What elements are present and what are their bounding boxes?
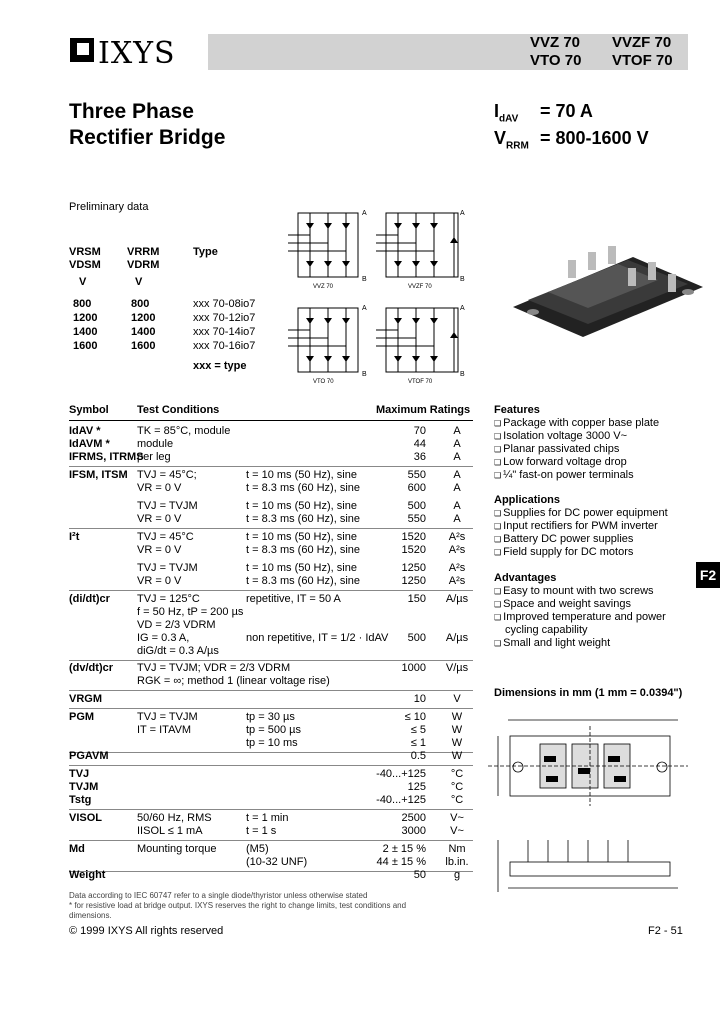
value-cell: ≤ 5 <box>410 724 426 736</box>
part-number: VTOF 70 <box>612 52 673 69</box>
part-number: VTO 70 <box>530 52 582 69</box>
unit-cell: A/µs <box>445 632 469 644</box>
features-item: ❑ Low forward voltage drop <box>494 456 627 468</box>
logo-text: IXYS <box>98 36 176 71</box>
value-cell: 2500 <box>401 812 426 824</box>
logo-mark-icon <box>70 38 94 62</box>
condition-cell: TVJ = TVJM <box>137 711 198 723</box>
value-cell: 125 <box>407 781 426 793</box>
table-row <box>0 469 461 482</box>
value-cell: 550 <box>407 469 426 481</box>
symbol-cell: VISOL <box>69 812 103 824</box>
value-cell: 44 ± 15 % <box>376 856 426 868</box>
condition-detail-cell: t = 8.3 ms (60 Hz), sine <box>246 544 361 556</box>
page-number: F2 - 51 <box>648 925 683 937</box>
value-cell: -40...+125 <box>376 768 426 780</box>
value-cell: 550 <box>407 513 426 525</box>
type-cell: xxx 70-14io7 <box>193 326 256 338</box>
condition-cell: VR = 0 V <box>137 544 182 556</box>
condition-cell: diG/dt = 0.3 A/µs <box>137 645 219 657</box>
unit-cell: V~ <box>450 812 464 824</box>
circuit-diagram-vto70 <box>280 300 380 385</box>
symbol-cell: PGAVM <box>69 750 109 762</box>
unit-cell: W <box>451 711 463 723</box>
table-notes: Data according to IEC 60747 refer to a single diode/thyristor unless otherwise stated * for resistive load at bridge output. IXYS reserves the right to change limits, test conditions and dimensions. <box>69 891 407 920</box>
col-header-conditions: Test Conditions <box>137 404 220 416</box>
advantages-item: ❑ Improved temperature and power <box>494 611 666 623</box>
value-cell: 3000 <box>401 825 426 837</box>
svg-text:A: A <box>460 210 465 217</box>
unit-cell: A²s <box>448 531 466 543</box>
table-row <box>0 482 461 495</box>
circuit-diagram-vvz70 <box>280 205 380 290</box>
svg-text:A: A <box>460 305 465 312</box>
unit-cell: A²s <box>448 544 466 556</box>
voltage-cell: 1400 <box>73 326 98 338</box>
unit-cell: A/µs <box>445 593 469 605</box>
symbol-cell: IdAVM * <box>69 438 110 450</box>
voltage-cell: 1600 <box>73 340 98 352</box>
table-row <box>0 825 464 838</box>
condition-cell: TVJ = 45°C; <box>137 469 197 481</box>
circuit-caption: VVZF 70 <box>408 284 432 290</box>
table-row <box>0 606 430 619</box>
advantages-item: ❑ Easy to mount with two screws <box>494 585 654 597</box>
unit-cell: A <box>453 469 461 481</box>
features-item: ❑ ¼" fast-on power terminals <box>494 469 634 481</box>
value-cell: 0.5 <box>410 750 426 762</box>
symbol-cell: Weight <box>69 869 106 881</box>
advantages-item-continuation: cycling capability <box>505 624 588 636</box>
condition-detail-cell: t = 10 ms (50 Hz), sine <box>246 531 357 543</box>
svg-text:B: B <box>362 371 367 378</box>
circuit-diagram-vtof70 <box>368 300 468 385</box>
condition-cell: Mounting torque <box>137 843 217 855</box>
symbol-cell: IFRMS, ITRMS <box>69 451 144 463</box>
value-cell: 10 <box>413 693 426 705</box>
value-cell: 44 <box>413 438 426 450</box>
symbol-cell: (dv/dt)cr <box>69 662 113 674</box>
terminal-label: B <box>362 276 367 283</box>
svg-text:B: B <box>460 371 465 378</box>
condition-cell: IG = 0.3 A, <box>137 632 190 644</box>
condition-cell: VR = 0 V <box>137 482 182 494</box>
unit-cell: V <box>453 693 461 705</box>
condition-detail-cell: t = 1 min <box>246 812 289 824</box>
condition-cell: TVJ = 45°C <box>137 531 194 543</box>
applications-item: ❑ Input rectifiers for PWM inverter <box>494 520 658 532</box>
table-row <box>0 869 461 882</box>
value-cell: 1000 <box>401 662 426 674</box>
value-cell: 2 ± 15 % <box>382 843 426 855</box>
condition-cell: RGK = ∞; method 1 (linear voltage rise) <box>137 675 330 687</box>
unit-cell: W <box>451 724 463 736</box>
table-row <box>0 856 469 869</box>
unit-cell: A²s <box>448 575 466 587</box>
features-item: ❑ Isolation voltage 3000 V~ <box>494 430 627 442</box>
unit-cell: W <box>451 737 463 749</box>
type-table: VRSM VRRM Type VDSM VDRM V V 800 800 xxx 70-08io7 1200 1200 xxx 70-12io7 1400 1400 xxx 70-14io7 1600 1600 xxx 70-16io7 xxx = type <box>69 246 256 372</box>
condition-cell: module <box>137 438 174 450</box>
type-cell: xxx 70-16io7 <box>193 340 256 352</box>
condition-cell: TVJ = 125°C <box>137 593 200 605</box>
table-row <box>0 500 461 513</box>
voltage-cell: 1200 <box>73 312 98 324</box>
table-row <box>0 675 430 688</box>
circuit-caption: VTO 70 <box>313 379 334 385</box>
value-cell: ≤ 1 <box>410 737 426 749</box>
condition-cell: IT = ITAVM <box>137 724 192 736</box>
unit-cell: °C <box>450 781 464 793</box>
condition-detail-cell: (10-32 UNF) <box>246 856 308 868</box>
condition-detail-cell: t = 10 ms (50 Hz), sine <box>246 469 357 481</box>
condition-detail-cell: tp = 30 µs <box>246 711 295 723</box>
unit-cell: Nm <box>448 843 466 855</box>
symbol-cell: Tstg <box>69 794 92 806</box>
section-tab: F2 <box>696 562 720 588</box>
rating-idav: $I_{dAV}$ = 70 A <box>494 101 593 125</box>
condition-detail-cell: tp = 10 ms <box>246 737 298 749</box>
value-cell: -40...+125 <box>376 794 426 806</box>
voltage-cell: 800 <box>131 298 150 310</box>
condition-detail-cell: non repetitive, IT = 1/2 · IdAV <box>246 632 389 644</box>
table-row <box>0 724 463 737</box>
module-photo <box>508 232 708 342</box>
voltage-cell: 1200 <box>131 312 156 324</box>
unit-cell: °C <box>450 794 464 806</box>
condition-cell: f = 50 Hz, tP = 200 µs <box>137 606 244 618</box>
condition-cell: TVJ = TVJM <box>137 500 198 512</box>
value-cell: 1250 <box>401 575 426 587</box>
voltage-cell: 1600 <box>131 340 156 352</box>
table-row <box>0 693 461 706</box>
condition-detail-cell: t = 10 ms (50 Hz), sine <box>246 562 357 574</box>
condition-detail-cell: t = 8.3 ms (60 Hz), sine <box>246 575 361 587</box>
condition-cell: TVJ = TVJM <box>137 562 198 574</box>
features-item: ❑ Package with copper base plate <box>494 417 659 429</box>
unit-cell: A <box>453 500 461 512</box>
terminal-label: A <box>362 210 367 217</box>
voltage-cell: 1400 <box>131 326 156 338</box>
condition-detail-cell: t = 1 s <box>246 825 277 837</box>
value-cell: 600 <box>407 482 426 494</box>
unit-cell: A <box>453 482 461 494</box>
condition-detail-cell: (M5) <box>246 843 269 855</box>
circuit-caption: VTOF 70 <box>408 379 433 385</box>
advantages-item: ❑ Space and weight savings <box>494 598 631 610</box>
table-row <box>0 737 463 750</box>
table-row <box>0 425 461 438</box>
condition-detail-cell: t = 8.3 ms (60 Hz), sine <box>246 513 361 525</box>
circuit-diagram-vvzf70 <box>368 205 468 290</box>
condition-cell: VR = 0 V <box>137 575 182 587</box>
symbol-cell: TVJM <box>69 781 99 793</box>
condition-cell: VD = 2/3 VDRM <box>137 619 216 631</box>
table-row <box>0 781 464 794</box>
unit-cell: A²s <box>448 562 466 574</box>
col-header-symbol: Symbol <box>69 404 109 416</box>
condition-cell: IISOL ≤ 1 mA <box>137 825 203 837</box>
svg-text:A: A <box>362 305 367 312</box>
value-cell: 150 <box>407 593 426 605</box>
table-row <box>0 593 469 606</box>
advantages-item: ❑ Small and light weight <box>494 637 610 649</box>
table-row <box>0 513 461 526</box>
table-row <box>0 575 466 588</box>
condition-cell: 50/60 Hz, RMS <box>137 812 212 824</box>
symbol-cell: PGM <box>69 711 95 723</box>
table-row <box>0 768 464 781</box>
circuit-caption: VVZ 70 <box>313 284 334 290</box>
table-row <box>0 662 469 675</box>
applications-item: ❑ Field supply for DC motors <box>494 546 633 558</box>
value-cell: 500 <box>407 632 426 644</box>
condition-detail-cell: tp = 500 µs <box>246 724 301 736</box>
unit-cell: A <box>453 438 461 450</box>
part-number: VVZ 70 <box>530 34 581 51</box>
features-heading: Features <box>494 404 540 416</box>
value-cell: 1250 <box>401 562 426 574</box>
table-row <box>0 562 466 575</box>
title-line: Three Phase <box>69 100 194 123</box>
condition-cell: per leg <box>137 451 171 463</box>
value-cell: 1520 <box>401 531 426 543</box>
features-item: ❑ Planar passivated chips <box>494 443 619 455</box>
value-cell: 1520 <box>401 544 426 556</box>
symbol-cell: TVJ <box>69 768 90 780</box>
symbol-cell: IdAV * <box>69 425 101 437</box>
page-title <box>69 99 225 151</box>
dimension-drawing <box>488 712 688 897</box>
type-cell: xxx 70-12io7 <box>193 312 256 324</box>
unit-cell: A <box>453 513 461 525</box>
table-row <box>0 645 430 658</box>
rating-vrrm: $V_{RRM}$ = 800-1600 V <box>494 128 649 152</box>
unit-cell: g <box>453 869 461 881</box>
condition-cell: TVJ = TVJM; VDR = 2/3 VDRM <box>137 662 291 674</box>
advantages-heading: Advantages <box>494 572 557 584</box>
table-row <box>0 750 463 763</box>
value-cell: 36 <box>413 451 426 463</box>
symbol-cell: (di/dt)cr <box>69 593 110 605</box>
unit-cell: A <box>453 451 461 463</box>
value-cell: 500 <box>407 500 426 512</box>
table-row <box>0 531 466 544</box>
col-header-ratings: Maximum Ratings <box>376 404 471 416</box>
condition-detail-cell: t = 10 ms (50 Hz), sine <box>246 500 357 512</box>
symbol-cell: Md <box>69 843 85 855</box>
table-row <box>0 632 469 645</box>
unit-cell: °C <box>450 768 464 780</box>
value-cell: 70 <box>413 425 426 437</box>
applications-item: ❑ Battery DC power supplies <box>494 533 633 545</box>
table-row <box>0 794 464 807</box>
dimensions-heading: Dimensions in mm (1 mm = 0.0394") <box>494 687 683 699</box>
unit-cell: V~ <box>450 825 464 837</box>
condition-cell: TK = 85°C, module <box>137 425 231 437</box>
svg-text:B: B <box>460 276 465 283</box>
ixys-logo <box>68 34 208 70</box>
table-row <box>0 711 463 724</box>
part-number: VVZF 70 <box>612 34 672 51</box>
symbol-cell: IFSM, ITSM <box>69 469 128 481</box>
voltage-cell: 800 <box>73 298 92 310</box>
unit-cell: V/µs <box>445 662 469 674</box>
table-row <box>0 619 430 632</box>
title-line: Rectifier Bridge <box>69 126 226 149</box>
table-row <box>0 843 466 856</box>
applications-item: ❑ Supplies for DC power equipment <box>494 507 668 519</box>
table-row <box>0 451 461 464</box>
type-cell: xxx 70-08io7 <box>193 298 256 310</box>
condition-detail-cell: repetitive, IT = 50 A <box>246 593 341 605</box>
value-cell: ≤ 10 <box>404 711 426 723</box>
value-cell: 50 <box>413 869 426 881</box>
table-row <box>0 544 466 557</box>
symbol-cell: I²t <box>69 531 80 543</box>
table-row <box>0 812 464 825</box>
unit-cell: W <box>451 750 463 762</box>
condition-detail-cell: t = 8.3 ms (60 Hz), sine <box>246 482 361 494</box>
copyright: © 1999 IXYS All rights reserved <box>69 925 224 937</box>
applications-heading: Applications <box>494 494 561 506</box>
table-row <box>0 438 461 451</box>
preliminary-label: Preliminary data <box>69 201 149 213</box>
condition-cell: VR = 0 V <box>137 513 182 525</box>
unit-cell: A <box>453 425 461 437</box>
unit-cell: lb.in. <box>445 856 469 868</box>
symbol-cell: VRGM <box>69 693 102 705</box>
